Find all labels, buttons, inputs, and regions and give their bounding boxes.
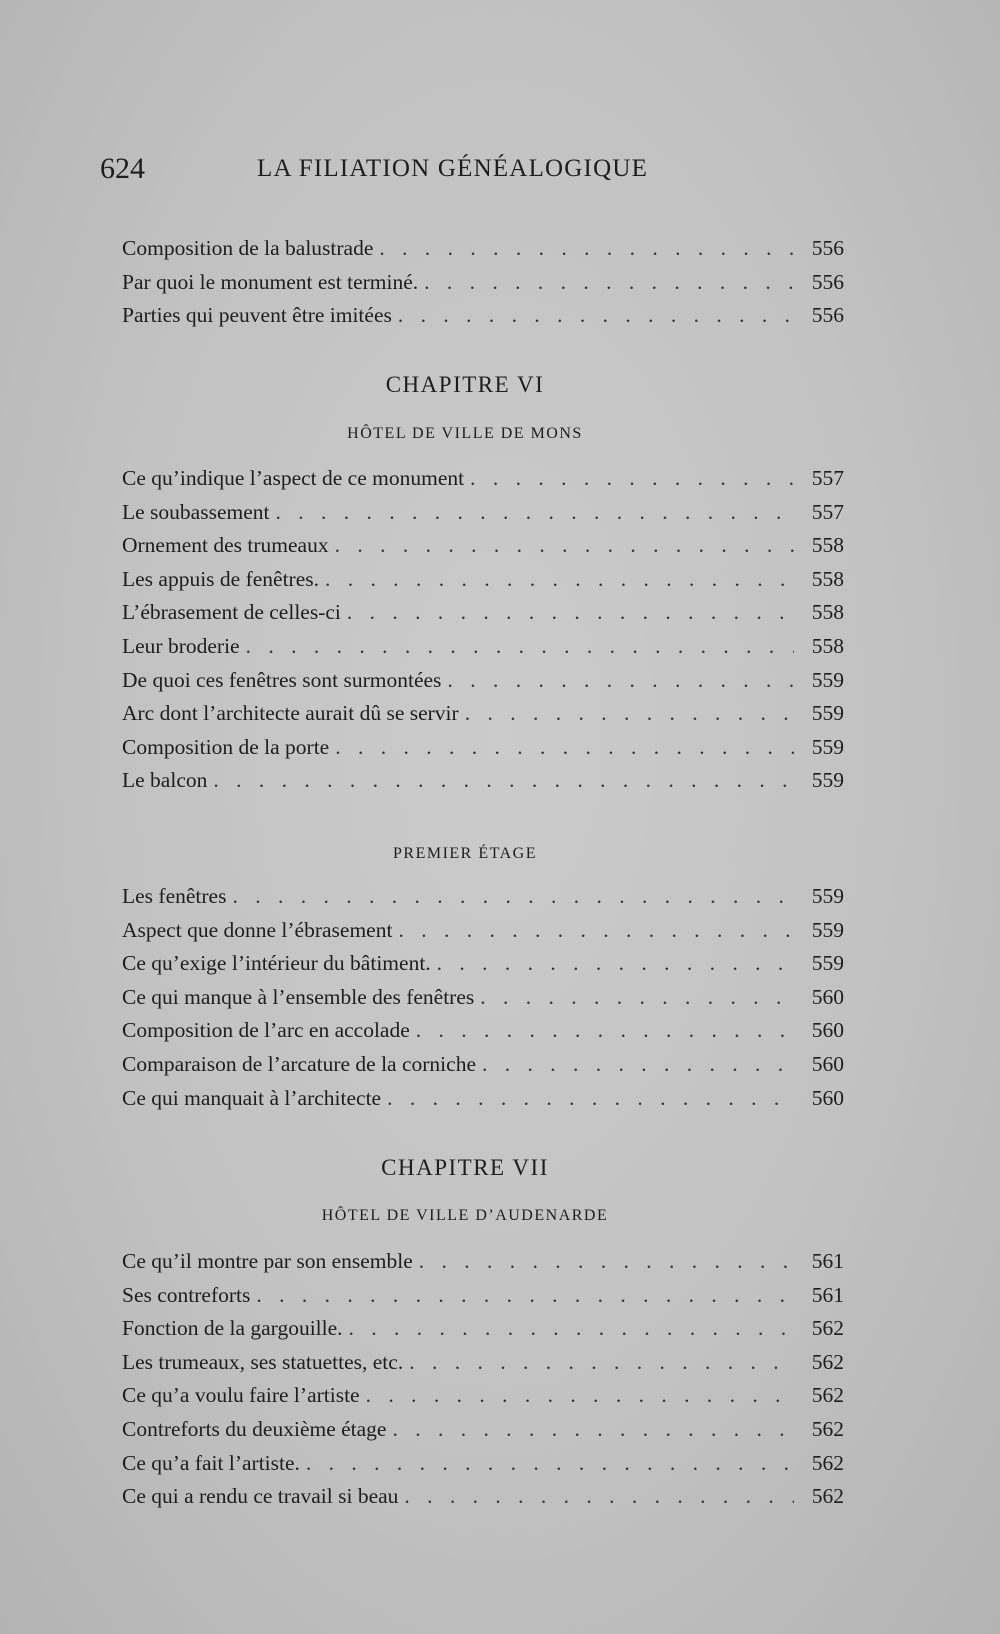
page-ref: 556 bbox=[811, 303, 844, 328]
page-ref: 559 bbox=[811, 701, 844, 726]
page-ref: 559 bbox=[811, 884, 844, 908]
toc-entry bbox=[122, 563, 844, 597]
entry-text: Parties qui peuvent être imitées bbox=[122, 303, 392, 328]
page-ref: 560 bbox=[811, 1051, 844, 1076]
toc-entry bbox=[122, 529, 844, 563]
entry-text: Ce qu’a fait l’artiste. bbox=[122, 1450, 300, 1475]
toc-entry bbox=[122, 630, 844, 664]
entry-text: Aspect que donne l’ébrasement bbox=[122, 917, 393, 942]
dot-leader bbox=[246, 630, 794, 664]
page-ref: 559 bbox=[811, 768, 844, 793]
entry-text: Composition de la porte bbox=[122, 734, 330, 759]
page-ref: 560 bbox=[811, 1085, 844, 1110]
entry-text: L’ébrasement de celles-ci bbox=[122, 600, 341, 625]
dot-leader bbox=[470, 462, 794, 496]
dot-leader bbox=[387, 1082, 794, 1116]
toc-section-chapter-7 bbox=[122, 1245, 844, 1514]
dot-leader bbox=[409, 1346, 794, 1380]
page-ref: 558 bbox=[811, 600, 844, 625]
toc-entry bbox=[122, 947, 844, 981]
page-ref: 556 bbox=[811, 236, 844, 260]
entry-text: Ce qu’exige l’intérieur du bâtiment. bbox=[122, 951, 431, 976]
entry-text: Arc dont l’architecte aurait dû se servir bbox=[122, 701, 459, 726]
section-subtitle: PREMIER ÉTAGE bbox=[393, 845, 537, 862]
page-ref: 562 bbox=[811, 1383, 844, 1408]
toc-entry bbox=[122, 462, 844, 496]
toc-section-premier-etage bbox=[122, 880, 844, 1115]
dot-leader bbox=[424, 266, 794, 300]
toc-entry bbox=[122, 697, 844, 731]
dot-leader bbox=[349, 1312, 794, 1346]
toc-entry bbox=[122, 1447, 844, 1481]
toc-entry bbox=[122, 764, 844, 798]
dot-leader bbox=[419, 1245, 794, 1279]
entry-text: Fonction de la gargouille. bbox=[122, 1316, 343, 1341]
dot-leader bbox=[275, 496, 794, 530]
page-ref: 560 bbox=[811, 984, 844, 1009]
chapter-subtitle: HÔTEL DE VILLE D’AUDENARDE bbox=[321, 1207, 609, 1224]
entry-text: Les fenêtres bbox=[122, 884, 227, 908]
dot-leader bbox=[325, 563, 794, 597]
chapter-heading: CHAPITRE VII bbox=[381, 1155, 549, 1180]
toc-entry bbox=[122, 664, 844, 698]
entry-text: Ce qui a rendu ce travail si beau bbox=[122, 1484, 399, 1509]
page-ref: 559 bbox=[811, 917, 844, 942]
entry-text: Ce qui manquait à l’architecte bbox=[122, 1085, 382, 1110]
toc-entry bbox=[122, 1379, 844, 1413]
dot-leader bbox=[232, 880, 794, 914]
toc-section-intro bbox=[122, 232, 844, 333]
toc-entry bbox=[122, 1346, 844, 1380]
dot-leader bbox=[335, 529, 794, 563]
dot-leader bbox=[480, 981, 794, 1015]
page-ref: 561 bbox=[811, 1282, 844, 1307]
page-ref: 559 bbox=[811, 734, 844, 759]
entry-text: Composition de l’arc en accolade bbox=[122, 1018, 410, 1043]
dot-leader bbox=[379, 232, 794, 266]
dot-leader bbox=[437, 947, 794, 981]
entry-text: Ses contreforts bbox=[122, 1282, 251, 1307]
page-ref: 556 bbox=[811, 269, 844, 294]
dot-leader bbox=[465, 697, 794, 731]
entry-text: Ce qu’indique l’aspect de ce monument bbox=[122, 466, 465, 490]
toc-entry bbox=[122, 1279, 844, 1313]
page-ref: 557 bbox=[811, 499, 844, 524]
entry-text: Le balcon bbox=[122, 768, 208, 793]
page-ref: 557 bbox=[811, 466, 844, 490]
toc-entry bbox=[122, 914, 844, 948]
page-number: 624 bbox=[100, 152, 145, 185]
page-ref: 558 bbox=[811, 566, 844, 591]
toc-entry bbox=[122, 299, 844, 333]
dot-leader bbox=[447, 664, 794, 698]
page-ref: 562 bbox=[811, 1416, 844, 1441]
toc-entry bbox=[122, 1014, 844, 1048]
page-ref: 562 bbox=[811, 1316, 844, 1341]
entry-text: De quoi ces fenêtres sont surmontées bbox=[122, 667, 442, 692]
toc-entry bbox=[122, 1048, 844, 1082]
toc-section-chapter-6 bbox=[122, 462, 844, 798]
page-ref: 558 bbox=[811, 633, 844, 658]
toc-entry bbox=[122, 1312, 844, 1346]
dot-leader bbox=[256, 1279, 794, 1313]
toc-entry bbox=[122, 596, 844, 630]
toc-entry bbox=[122, 496, 844, 530]
dot-leader bbox=[398, 299, 794, 333]
dot-leader bbox=[335, 731, 794, 765]
running-head bbox=[100, 152, 680, 192]
dot-leader bbox=[404, 1480, 794, 1514]
page-ref: 562 bbox=[811, 1484, 844, 1509]
page-ref: 562 bbox=[811, 1450, 844, 1475]
toc-entry bbox=[122, 1480, 844, 1514]
toc-entry bbox=[122, 981, 844, 1015]
page-ref: 561 bbox=[811, 1249, 844, 1273]
dot-leader bbox=[392, 1413, 794, 1447]
entry-text: Leur broderie bbox=[122, 633, 240, 658]
dot-leader bbox=[398, 914, 794, 948]
toc-entry bbox=[122, 731, 844, 765]
entry-text: Les trumeaux, ses statuettes, etc. bbox=[122, 1349, 404, 1374]
entry-text: Les appuis de fenêtres. bbox=[122, 566, 320, 591]
running-title: LA FILIATION GÉNÉALOGIQUE bbox=[257, 155, 649, 182]
page-ref: 562 bbox=[811, 1349, 844, 1374]
entry-text: Ce qui manque à l’ensemble des fenêtres bbox=[122, 984, 475, 1009]
toc-entry bbox=[122, 1082, 844, 1116]
entry-text: Le soubassement bbox=[122, 499, 270, 524]
page-ref: 559 bbox=[811, 667, 844, 692]
chapter-subtitle: HÔTEL DE VILLE DE MONS bbox=[347, 425, 583, 442]
toc-entry bbox=[122, 880, 844, 914]
dot-leader bbox=[213, 764, 794, 798]
entry-text: Comparaison de l’arcature de la corniche bbox=[122, 1051, 476, 1076]
toc-entry bbox=[122, 266, 844, 300]
entry-text: Contreforts du deuxième étage bbox=[122, 1416, 387, 1441]
page-ref: 559 bbox=[811, 951, 844, 976]
page-ref: 560 bbox=[811, 1018, 844, 1043]
page-ref: 558 bbox=[811, 533, 844, 558]
dot-leader bbox=[347, 596, 794, 630]
toc-entry bbox=[122, 1245, 844, 1279]
entry-text: Ornement des trumeaux bbox=[122, 533, 329, 558]
dot-leader bbox=[482, 1048, 794, 1082]
chapter-heading: CHAPITRE VI bbox=[385, 372, 545, 397]
entry-text: Ce qu’a voulu faire l’artiste bbox=[122, 1383, 360, 1408]
toc-entry bbox=[122, 232, 844, 266]
dot-leader bbox=[306, 1447, 794, 1481]
entry-text: Ce qu’il montre par son ensemble bbox=[122, 1249, 413, 1273]
dot-leader bbox=[416, 1014, 794, 1048]
entry-text: Composition de la balustrade bbox=[122, 236, 374, 260]
dot-leader bbox=[366, 1379, 794, 1413]
toc-entry bbox=[122, 1413, 844, 1447]
entry-text: Par quoi le monument est terminé. bbox=[122, 269, 419, 294]
